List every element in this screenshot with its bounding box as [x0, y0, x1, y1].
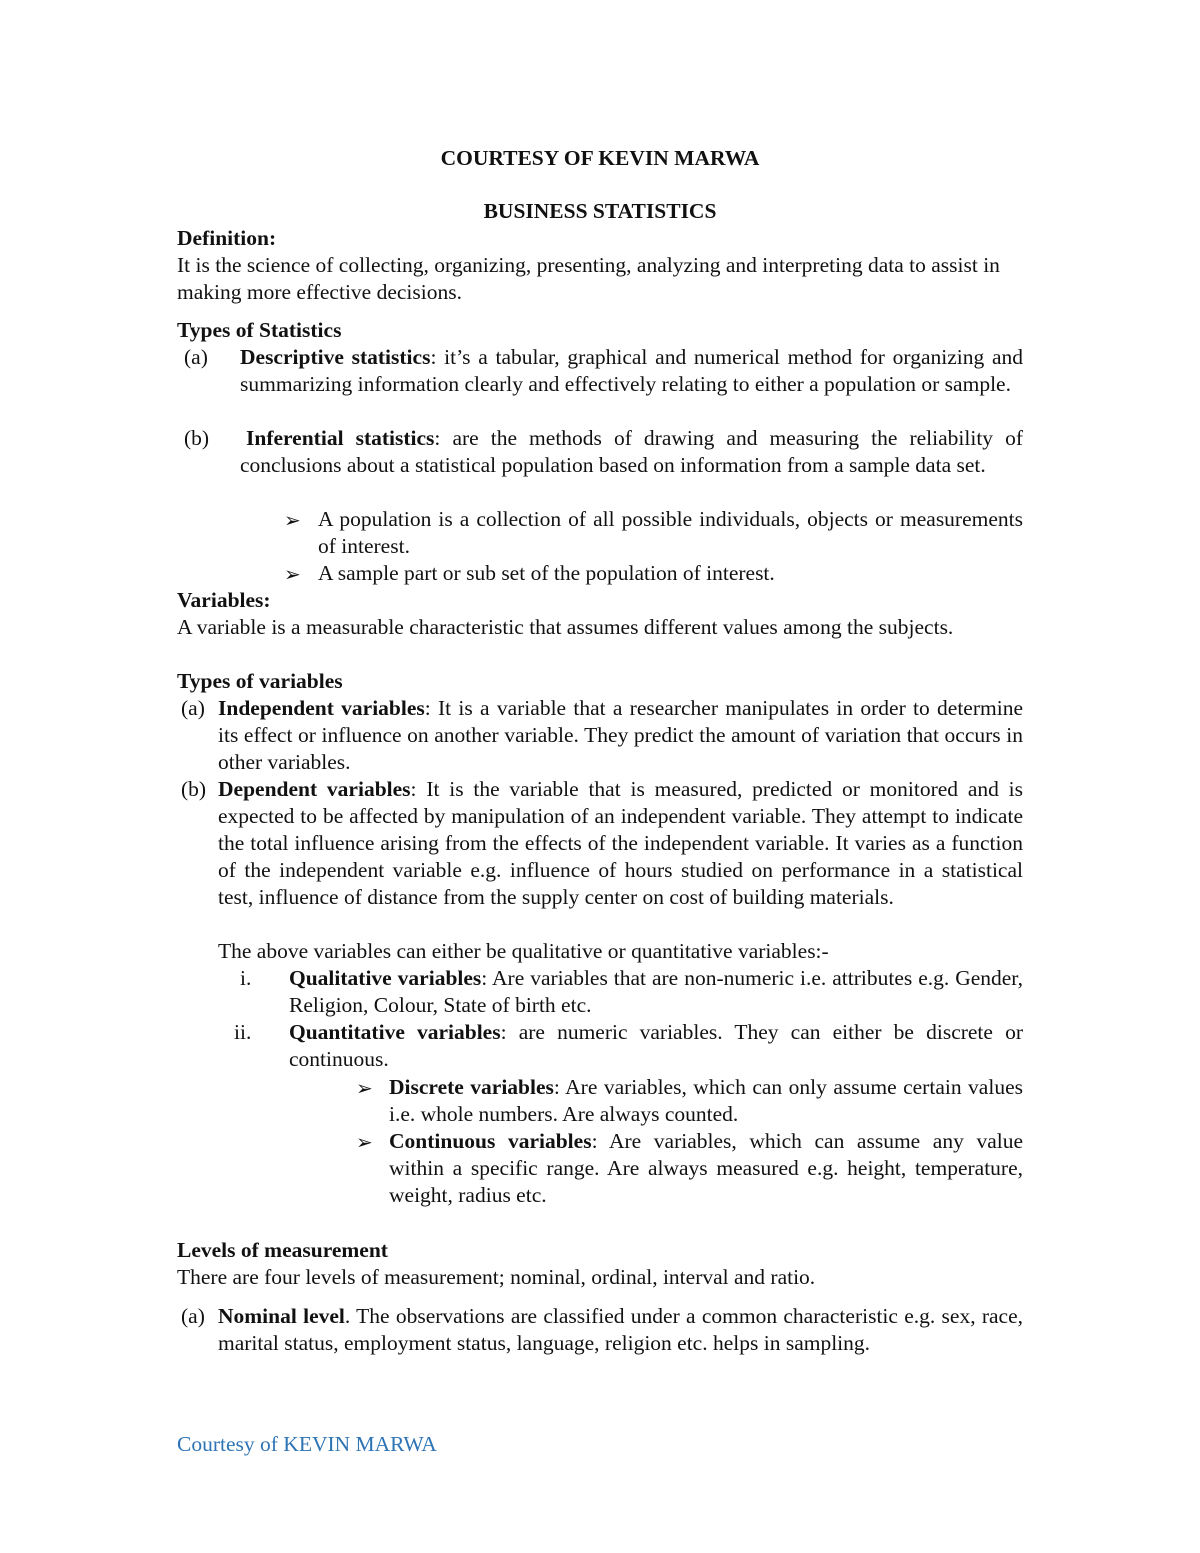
continuous-variables-item: Continuous variables: Are variables, which can assume any value within a specific range. Are always measured e.g. height, temperature, weight, radius etc. [389, 1129, 1023, 1207]
types-of-variables-heading: Types of variables [177, 669, 343, 693]
list-label: (a) [181, 696, 205, 720]
list-label: (a) [181, 1304, 205, 1328]
quantitative-variables-item: Quantitative variables: are numeric variables. They can either be discrete or continuous. [289, 1020, 1023, 1071]
qualitative-quantitative-intro: The above variables can either be qualitative or quantitative variables:- [218, 939, 829, 963]
list-label: (b) [184, 426, 210, 450]
list-label: (b) [181, 777, 207, 801]
qualitative-variables-item: Qualitative variables: Are variables that are non-numeric i.e. attributes e.g. Gender, Religion, Colour, State of birth etc. [289, 966, 1023, 1017]
inferential-statistics-item: Inferential statistics: are the methods of drawing and measuring the reliability of conclusions about a statistical population based on information from a sample data set. [240, 426, 1023, 477]
variables-heading: Variables: [177, 588, 271, 612]
page-title: BUSINESS STATISTICS [483, 199, 717, 223]
variables-text: A variable is a measurable characteristic that assumes different values among the subjects. [177, 615, 954, 639]
list-label: ii. [234, 1020, 252, 1044]
definition-heading: Definition: [177, 226, 277, 250]
levels-text: There are four levels of measurement; nominal, ordinal, interval and ratio. [177, 1265, 816, 1289]
footer-courtesy: Courtesy of KEVIN MARWA [177, 1432, 437, 1456]
arrow-bullet-icon: ➢ [284, 564, 301, 586]
bullet-sample: A sample part or sub set of the population of interest. [318, 561, 775, 585]
descriptive-statistics-item: Descriptive statistics: it’s a tabular, graphical and numerical method for organizing and summarizing information clearly and effectively relating to either a population or sample. [240, 345, 1024, 396]
types-of-statistics-heading: Types of Statistics [177, 318, 342, 342]
courtesy-header: COURTESY OF KEVIN MARWA [440, 146, 760, 170]
dependent-variables-item: Dependent variables: It is the variable that is measured, predicted or monitored and is expected to be affected by manipulation of an independent variable. They attempt to indicate the total influence arising from the effects of the independent variable. It varies as a function of the independent variable e.g. influence of hours studied on performance in a statistical test, influence of distance from the supply center on cost of building materials. [218, 777, 1023, 909]
levels-heading: Levels of measurement [177, 1238, 388, 1262]
list-label: i. [240, 966, 252, 990]
nominal-level-item: Nominal level. The observations are classified under a common characteristic e.g. sex, race, marital status, employment status, language, religion etc. helps in sampling. [218, 1304, 1024, 1355]
list-label: (a) [184, 345, 208, 369]
discrete-variables-item: Discrete variables: Are variables, which can only assume certain values i.e. whole numbers. Are always counted. [389, 1075, 1023, 1126]
bullet-population: A population is a collection of all possible individuals, objects or measurements of interest. [318, 507, 1023, 558]
definition-text: It is the science of collecting, organizing, presenting, analyzing and interpreting data to assist in making more effective decisions. [177, 253, 1000, 304]
arrow-bullet-icon: ➢ [284, 510, 301, 532]
arrow-bullet-icon: ➢ [356, 1132, 373, 1154]
independent-variables-item: Independent variables: It is a variable that a researcher manipulates in order to determine its effect or influence on another variable. They predict the amount of variation that occurs in other variables. [218, 696, 1023, 774]
arrow-bullet-icon: ➢ [356, 1078, 373, 1100]
